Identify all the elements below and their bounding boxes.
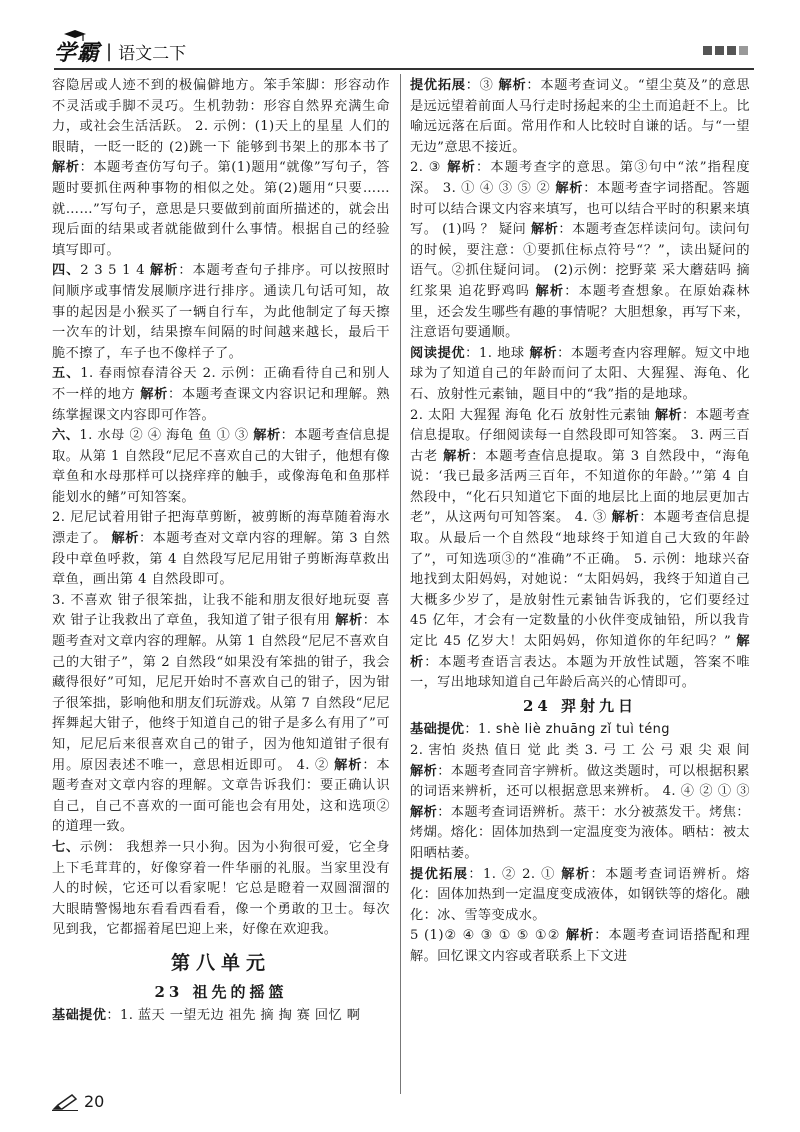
brand-logo [54, 36, 186, 66]
header-decoration [703, 46, 748, 55]
answer-paragraph: 2. 太阳 大猩猩 海龟 化石 放射性元素铀 解析：本题考查信息提取。仔细阅读每一自然段即可知答案。 3. 两三百 古老 解析：本题考查信息提取。第 3 自然段中，“海龟说：‘我已最多活两三百年，不知道你的年龄。’”第 4 自然段中，“化石只知道它下面的地层比上面的地层更加古老”，从这两句可知答案。 4. ③ 解析：本题考查信息提取。从最后一个自然段“地球终于知道自己大致的年龄了”，可知选项③的“准确”不正确。 5. 示例：地球兴奋地找到太阳妈妈，对她说：“太阳妈妈，我终于知道自己大概多少岁了，是放射性元素铀告诉我的，它们要经过 45 亿年，才会有一定数量的小伙伴变成铀铅，所以我肯定比 45 亿岁大！太阳妈妈，你知道你的年纪吗？” 解析：本题考查语言表达。本题为开放性试题，答案不唯一，写出地球知道自己年龄后高兴的心情即可。 [410, 407, 751, 691]
answer-paragraph: 5 (1)② ④ ③ ① ⑤ ①② 解析：本题考查词语搭配和理解。回忆课文内容或者联系上下文进 [410, 928, 750, 964]
header-separator: | [106, 40, 113, 62]
answer-paragraph: 2. ③ 解析：本题考查字的意思。第③句中“浓”指程度深。 3. ① ④ ③ ⑤ ② 解析：本题考查字词搭配。答题时可以结合课文内容来填写，也可以结合平时的积累来填写。 (1)吗 ？ 疑问 解析：本题考查怎样读问句。读问句的时候，要注意：①要抓住标点符号“？”，读出疑问的语气。②抓住疑问词。 (2)示例：挖野菜 采大蘑菇吗 摘红浆果 追花野鸡吗 解析：本题考查想象。在原始森林里，还会发生哪些有趣的事情呢？大胆想象，再写下来，注意语句要通顺。 [410, 160, 750, 341]
answer-paragraph: 提优拓展：1. ② 2. ① 解析：本题考查词语辨析。熔化：固体加热到一定温度变成液体，如钢铁等的熔化。融化：冰、雪等变成水。 [410, 866, 750, 923]
subject-title: 语文二下 [118, 43, 187, 64]
answer-paragraph: 2. 尼尼试着用钳子把海草剪断，被剪断的海草随着海水漂走了。 解析：本题考查对文章内容的理解。第 3 自然段中章鱼呼救，第 4 自然段写尼尼用钳子剪断海草救出章鱼，画出第 4 自然段即可。 [52, 510, 390, 588]
page-footer [52, 1092, 104, 1111]
answer-paragraph: 3. 不喜欢 钳子很笨拙，让我不能和朋友很好地玩耍 喜欢 钳子让我救出了章鱼，我知道了钳子很有用 解析：本题考查对文章内容的理解。从第 1 自然段“尼尼不喜欢自己的大钳子”，第 2 自然段“如果没有笨拙的钳子，我会藏得很好”可知，尼尼开始时不喜欢自己的钳子，因为钳子很笨拙，影响他和朋友们玩游戏。从第 7 自然段“尼尼挥舞起大钳子，他终于知道自己的钳子是多么有用了”可知，尼尼后来很喜欢自己的钳子，因为他知道钳子很有用。原因表述不唯一，意思相近即可。 4. ② 解析：本题考查对文章内容的理解。文章告诉我们：要正确认识自己，自己不喜欢的一面可能也会有用处，这和选项②的道理一致。 [52, 592, 390, 835]
lesson-title: 23 祖先的摇篮 [154, 982, 288, 1001]
answer-paragraph: 基础提优：1. shè liè zhuāng zǐ tuì téng 2. 害怕 炎热 值日 觉 此 类 3. 弓 工 公 弓 艰 尖 艰 间 解析：本题考查同音字辨析。做这类题时，可以根据积累的词语来辨析，还可以根据意思来辨析。 4. ④ ② ① ③ 解析：本题考查词语辨析。蒸干：水分被蒸发干。烤焦：烤煳。熔化：固体加热到一定温度变为液体。晒枯：被太阳晒枯萎。 [410, 722, 750, 861]
lesson-title: 24 羿射九日 [522, 696, 638, 715]
answer-paragraph: 容隐居或人迹不到的极偏僻地方。笨手笨脚：形容动作不灵活或手脚不灵巧。生机勃勃：形容自然界充满生命力，或社会生活活跃。 2. 示例：(1)天上的星星 人们的眼睛，一眨一眨的 (2)跳一下 能够到书架上的那本书了 解析：本题考查仿写句子。第(1)题用“就像”写句子，答题时要抓住两种事物的相似之处。第(2)题用“只要……就……”写句子，意思是只要做到前面所描述的，就会出现后面的结果或者就能做到什么事情。根据自己的经验填写即可。 [52, 78, 390, 258]
pinyin-answers: shè liè zhuāng zǐ tuì téng [495, 722, 670, 738]
answer-paragraph: 六、1. 水母 ② ④ 海龟 鱼 ① ③ 解析：本题考查信息提取。从第 1 自然段“尼尼不喜欢自己的大钳子，他想有像章鱼和水母那样可以挠痒痒的触手，或像海龟和鱼那样能划水的鳍”可知答案。 [52, 428, 390, 505]
answer-paragraph: 七、示例： 我想养一只小狗。因为小狗很可爱，它全身上下毛茸茸的，好像穿着一件华丽的礼服。当家里没有人的时候，它还可以看家呢！它总是瞪着一双圆溜溜的大眼睛警惕地东看看西看看，像一个勇敢的卫士。每次见到我，它都摇着尾巴迎上来，好像在欢迎我。 [52, 839, 391, 938]
brand-name: 学霸 [54, 40, 101, 66]
unit-title: 第八单元 [170, 951, 271, 974]
column-divider [400, 74, 401, 1094]
pencil-icon [52, 1093, 78, 1111]
answer-paragraph: 五、1. 春雨惊春清谷天 2. 示例：正确看待自己和别人不一样的地方 解析：本题考查课文内容识记和理解。熟练掌握课文内容即可作答。 [52, 366, 390, 423]
answer-paragraph: 四、2 3 5 1 4 解析：本题考查句子排序。可以按照时间顺序或事情发展顺序进行排序。通读几句话可知，故事的起因是小猴买了一辆自行车，为此他制定了每天擦一次车的计划，结果擦车间隔的时间越来越长，最后干脆不擦了，车子也不像样子了。 [52, 263, 390, 361]
answer-paragraph: 提优拓展：③ 解析：本题考查词义。“望尘莫及”的意思是远远望着前面人马行走时扬起来的尘土而追赶不上。比喻远远落在后面。常用作和人比较时自谦的话。与“一望无边”意思不接近。 [410, 78, 750, 155]
right-column [410, 76, 750, 968]
answer-paragraph: 基础提优：1. 蓝天 一望无边 祖先 摘 掏 赛 回忆 啊 [52, 1008, 361, 1024]
page-number: 20 [84, 1092, 105, 1111]
answer-paragraph: 阅读提优：1. 地球 解析：本题考查内容理解。短文中地球为了知道自己的年龄而问了太阳、大猩猩、海龟、化石、放射性元素铀，题目中的“我”指的是地球。 [410, 345, 750, 402]
left-column [52, 76, 390, 1027]
graduation-cap-icon [64, 30, 86, 42]
page-header [54, 34, 754, 72]
header-rule [54, 68, 754, 70]
